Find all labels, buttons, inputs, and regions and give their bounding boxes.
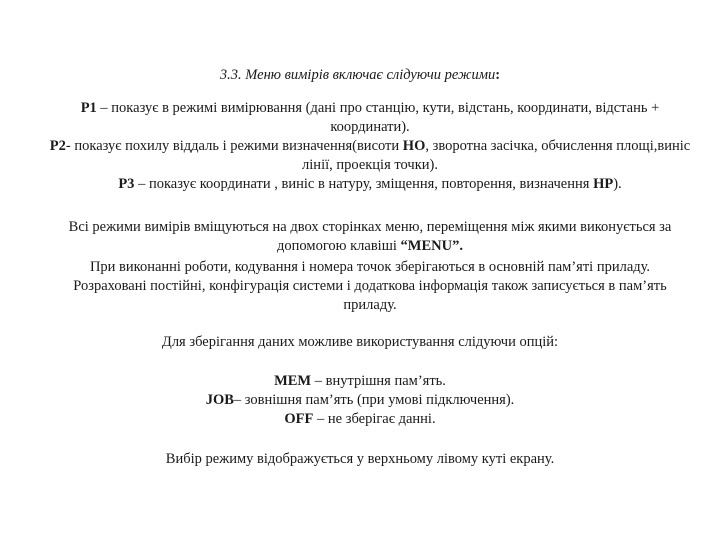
mode-p2-bold: НО: [402, 138, 426, 154]
menu-key-label: “MENU”.: [400, 238, 463, 254]
mode-p1-key: P1: [80, 100, 97, 116]
option-mem-text: – внутрішня пам’ять.: [311, 373, 446, 389]
footer-note: Вибір режиму відображується у верхньому лівому куті екрану.: [165, 451, 555, 467]
memory-paragraph-text: При виконанні роботи, кодування і номера точок зберігаються в основній пам’яті приладу. Розраховані постійні, конфігурація системи і додаткова інформація також записується в пам’ять приладу.: [73, 259, 667, 313]
option-mem-key: MEM: [274, 373, 312, 389]
section-title-colon: :: [495, 67, 501, 83]
option-off-key: OFF: [284, 411, 314, 427]
option-job-text: – зовнішня пам’ять (при умові підключення).: [233, 392, 515, 408]
modes-list: [40, 99, 700, 194]
option-off: [0, 410, 720, 429]
mode-p2: [40, 137, 700, 175]
option-job-key: JOB: [205, 392, 234, 408]
mode-p3: [40, 175, 700, 194]
option-job: [0, 391, 720, 410]
mode-p2-text2: , зворотна засічка, обчислення площі,виніс лінії, проекція точки).: [302, 138, 691, 173]
menu-paragraph: [60, 218, 680, 256]
options-list: [0, 372, 720, 429]
options-intro: Для зберігання даних можливе використування слідуючи опцій:: [161, 334, 559, 350]
menu-paragraph-text: Всі режими вимірів вміщуються на двох сторінках меню, переміщення між якими виконується за допомогою клавіші: [68, 219, 672, 254]
mode-p3-text: – показує координати , виніс в натуру, зміщення, повторення, визначення: [134, 176, 594, 192]
option-off-text: – не зберігає данні.: [313, 411, 436, 427]
mode-p2-key: P2: [49, 138, 66, 154]
mode-p3-bold: НР: [593, 176, 614, 192]
section-title: [0, 66, 720, 85]
mode-p1: [40, 99, 700, 137]
mode-p3-text2: ).: [613, 176, 622, 192]
mode-p2-text: - показує похилу віддаль і режими визначення(висоти: [65, 138, 403, 154]
option-mem: [0, 372, 720, 391]
section-title-text: 3.3. Меню вимірів включає слідуючи режими: [219, 67, 496, 83]
mode-p1-text: – показує в режимі вимірювання (дані про станцію, кути, відстань, координати, відстань + координати).: [96, 100, 660, 135]
mode-p3-key: P3: [118, 176, 135, 192]
memory-paragraph: [60, 258, 680, 315]
